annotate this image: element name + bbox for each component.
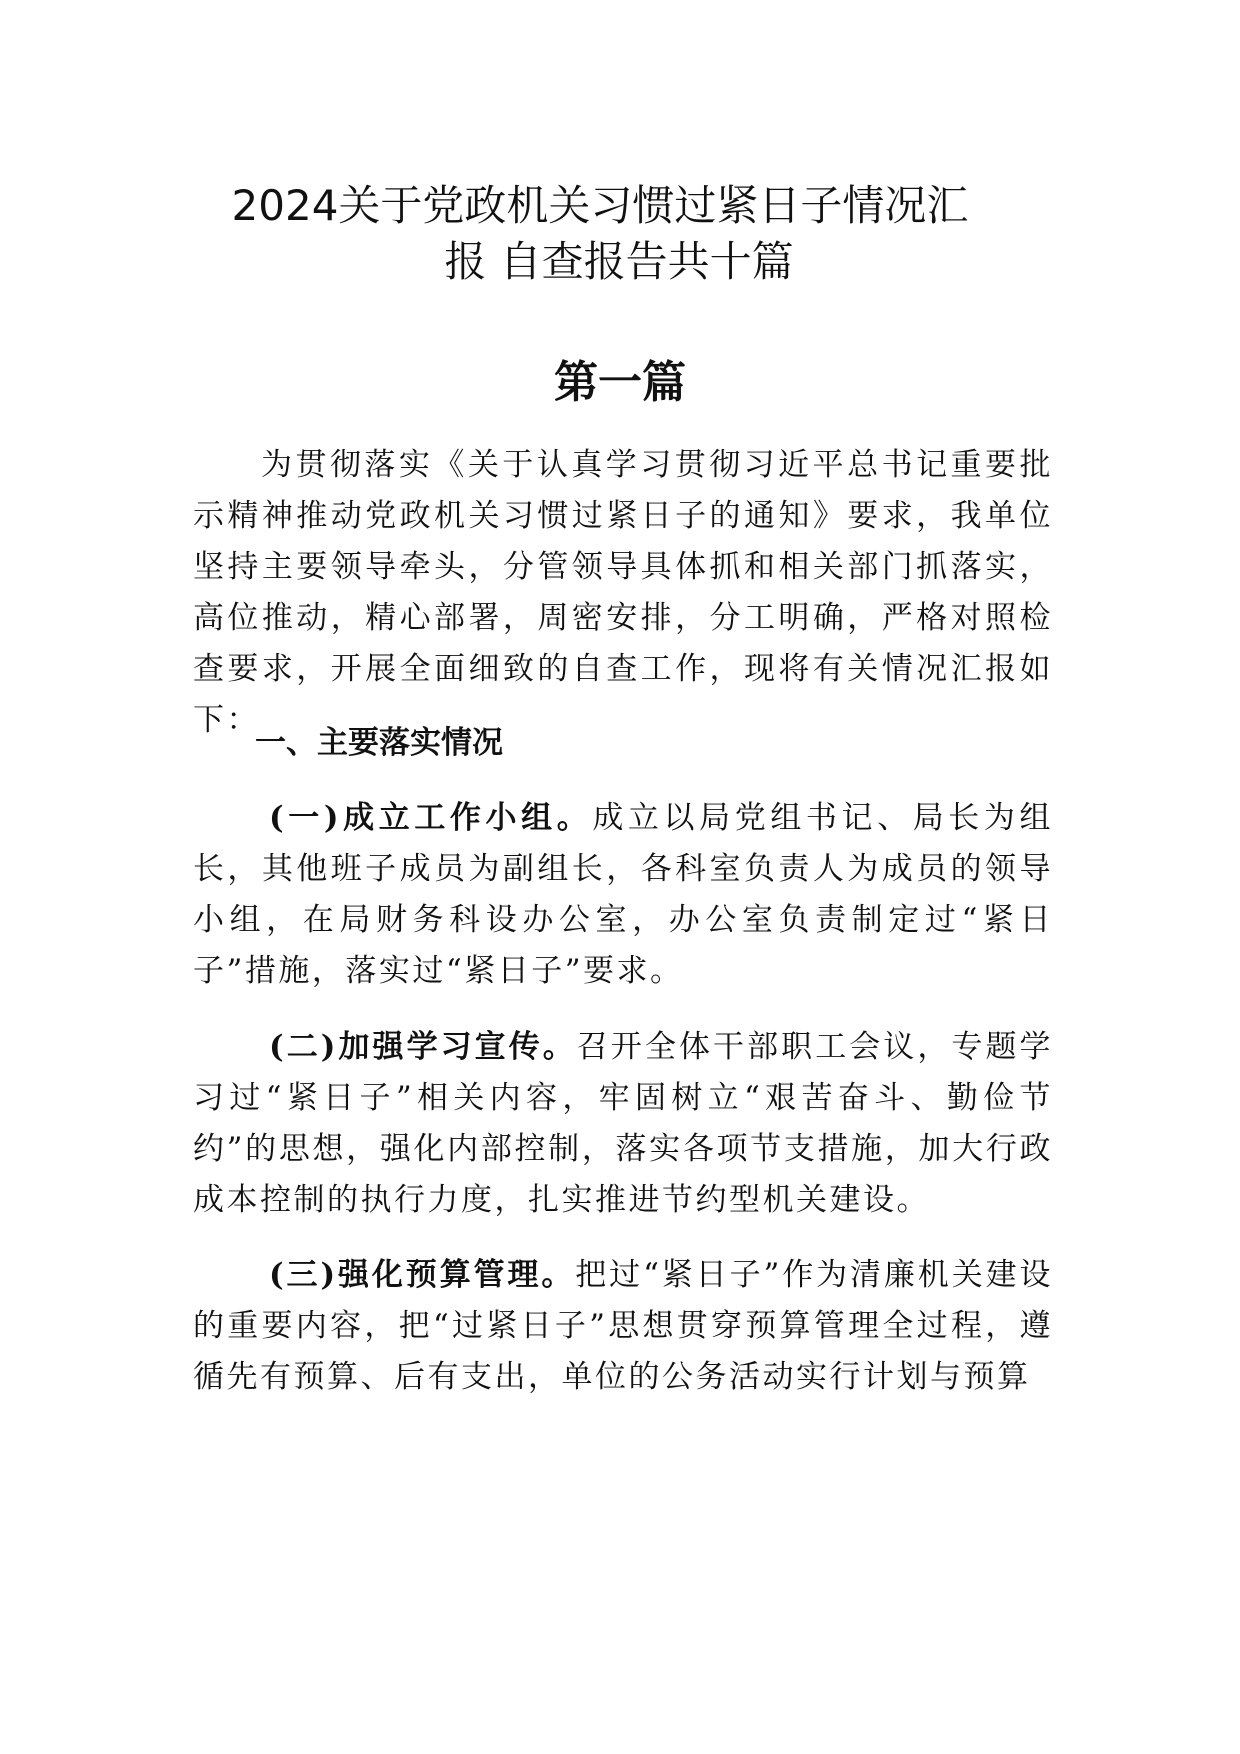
paragraph-item-1 (193, 793, 1053, 997)
section-title: 第一篇 (554, 357, 686, 408)
paragraph-item-2-text: 召开全体干部职工会议，专题学习过“紧日子”相关内容，牢固树立“艰苦奋斗、勤俭节约”的思想，强化内部控制，落实各项节支措施，加大行政成本控制的执行力度，扎实推进节约型机关建设。 (193, 1029, 1053, 1218)
paragraph-item-2 (193, 1022, 1053, 1226)
paragraph-item-3-text: 把过“紧日子”作为清廉机关建设的重要内容，把“过紧日子”思想贯穿预算管理全过程，遵循先有预算、后有支出，单位的公务活动实行计划与预算 (193, 1257, 1053, 1395)
paragraph-item-3-lead: (三)强化预算管理。 (269, 1257, 576, 1293)
paragraph-item-1-text: 成立以局党组书记、局长为组长，其他班子成员为副组长，各科室负责人为成员的领导小组，在局财务科设办公室，办公室负责制定过“紧日子”措施，落实过“紧日子”要求。 (193, 800, 1054, 989)
document-title (150, 178, 1050, 290)
intro-paragraph: 为贯彻落实《关于认真学习贯彻习近平总书记重要批示精神推动党政机关习惯过紧日子的通知》要求，我单位坚持主要领导牵头，分管领导具体抓和相关部门抓落实，高位推动，精心部署，周密安排，分工明确，严格对照检查要求，开展全面细致的自查工作，现将有关情况汇报如下： (193, 447, 1053, 738)
paragraph-item-3 (193, 1250, 1053, 1403)
paragraph-item-1-lead: (一)成立工作小组。 (269, 800, 593, 836)
document-title-line-1: 2024关于党政机关习惯过紧日子情况汇 (231, 181, 969, 230)
heading-main-implementation: 一、主要落实情况 (255, 725, 503, 761)
document-title-line-2: 报 自查报告共十篇 (444, 237, 794, 286)
paragraph-item-2-lead: (二)加强学习宣传。 (269, 1029, 577, 1065)
